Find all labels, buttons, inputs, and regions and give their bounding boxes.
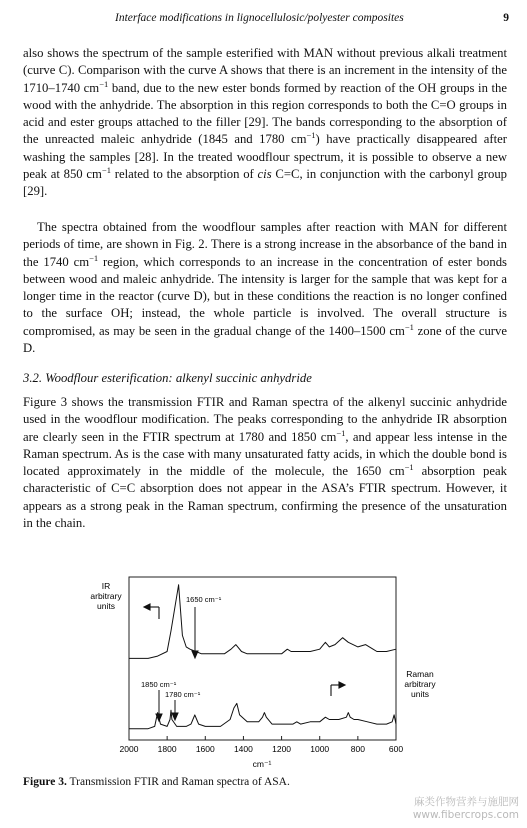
watermark-line-1: 麻类作物营养与施肥网 [414,796,519,808]
paragraph-1-segment: ) have practically disappeared after washing the samples [28]. In the treated woodflour spectrum, it is possible to observe a new peak at 850 cm [23,132,507,181]
caption-label: Figure 3. [23,776,67,788]
section-heading: 3.2. Woodflour esterification: alkenyl succinic anhydride [23,371,312,385]
paragraph-1 [23,45,507,200]
x-tick-label: 1400 [233,744,253,754]
raman-spectrum-line [129,703,396,728]
ir-axis-arrow [144,604,159,619]
paragraph-3-segment: −1 [404,461,414,472]
x-tick-label: 1800 [157,744,177,754]
spectra-chart [0,565,527,770]
plot-frame [129,577,396,740]
paragraph-1-segment: −1 [306,130,316,141]
figure-3 [0,565,527,770]
paragraph-3-segment: , and appear less intense in the Raman spectrum. As is the case with many unsaturated fatty acids, in which the double bond is located approximately in the middle of the molecule, the 1650 cm [23,429,507,478]
paragraph-1-segment: also shows the spectrum of the sample esterified with MAN without previous alkali treatment (curve C). Comparison with the curve A shows that there is an increment in the intensity of the 1710–1740 cm [23,46,507,95]
ir-axis-label-1: IR [101,581,111,591]
paragraph-2-segment: region, which corresponds to an increase in the concentration of ester bonds between wood and maleic anhydride. The intensity is larger for the sample that was kept for a longer time in the reactor (curve D), but in these conditions the reaction is no longer confined to the surface OH; instead, the whole particle is involved. The overall structure is compromised, as may be seen in the gradual change of the 1400–1500 cm [23,254,507,338]
paragraph-1-segment: related to the absorption of [110,166,258,181]
annotation-1850: 1850 cm⁻¹ [141,680,177,689]
x-tick-label: 2000 [119,744,139,754]
page-number: 9 [503,12,509,24]
raman-axis-label-1: Raman [406,669,434,679]
ir-axis-label-2: arbitrary [90,591,122,601]
figure-caption [23,776,290,788]
paragraph-2-segment: zone of the curve D. [23,323,507,355]
caption-text: Transmission FTIR and Raman spectra of ASA. [69,776,290,788]
paragraph-1-segment: −1 [99,78,109,89]
paragraph-2-segment: −1 [404,321,414,332]
running-title: Interface modifications in lignocellulosic/polyester composites [115,12,404,24]
x-tick-label: 600 [388,744,404,754]
paragraph-2 [23,219,507,357]
raman-axis-label-2: arbitrary [404,679,436,689]
x-tick-label: 1000 [310,744,330,754]
paragraph-1-segment: cis [257,166,272,181]
annotation-1780-arrow [172,700,178,720]
raman-axis-label-3: units [411,689,429,699]
paragraph-3-segment: absorption peak characteristic of C=C absorption does not appear in the ASA’s FTIR spectrum. However, it appears as a strong peak in the Raman spectrum, confirming the presence of the unsaturation in the chain. [23,464,507,530]
running-header [24,12,509,30]
paragraph-3 [23,394,507,532]
x-tick-label: 1200 [272,744,292,754]
x-axis-label: cm⁻¹ [252,759,272,769]
paragraph-2-segment: The spectra obtained from the woodflour samples after reaction with MAN for different periods of time, are shown in Fig. 2. There is a strong increase in the absorbance of the band in the 1740 cm [23,220,507,269]
x-tick-label: 1600 [195,744,215,754]
ir-spectrum-line [129,585,396,659]
paragraph-2-segment: −1 [89,252,99,263]
paragraph-1-segment: −1 [101,164,111,175]
paragraph-3-segment: Figure 3 shows the transmission FTIR and Raman spectra of the alkenyl succinic anhydride used in the woodflour modification. The peaks corresponding to the anhydride IR absorption are clearly seen in the FTIR spectrum at 1780 and 1850 cm [23,395,507,444]
watermark-line-2: www.fibercrops.com [412,809,519,821]
ir-axis-label-3: units [97,601,115,611]
paragraph-1-segment: band, due to the new ester bonds formed by reaction of the OH groups in the wood with the anhydride. The absorption in this region corresponds to both the C=O groups in acid and ester groups attached to the filler [29]. The bands corresponding to the absorption of the unreacted maleic anhydride (1845 and 1780 cm [23,80,507,147]
paragraph-1-segment: C=C, in conjunction with the carbonyl group [29]. [23,166,508,198]
annotation-1850-arrow [156,690,162,721]
annotation-1650: 1650 cm⁻¹ [186,595,222,604]
paragraph-3-segment: −1 [336,427,346,438]
raman-axis-arrow [331,682,345,696]
annotation-1780: 1780 cm⁻¹ [165,690,201,699]
x-tick-label: 800 [350,744,365,754]
watermark [413,796,519,822]
